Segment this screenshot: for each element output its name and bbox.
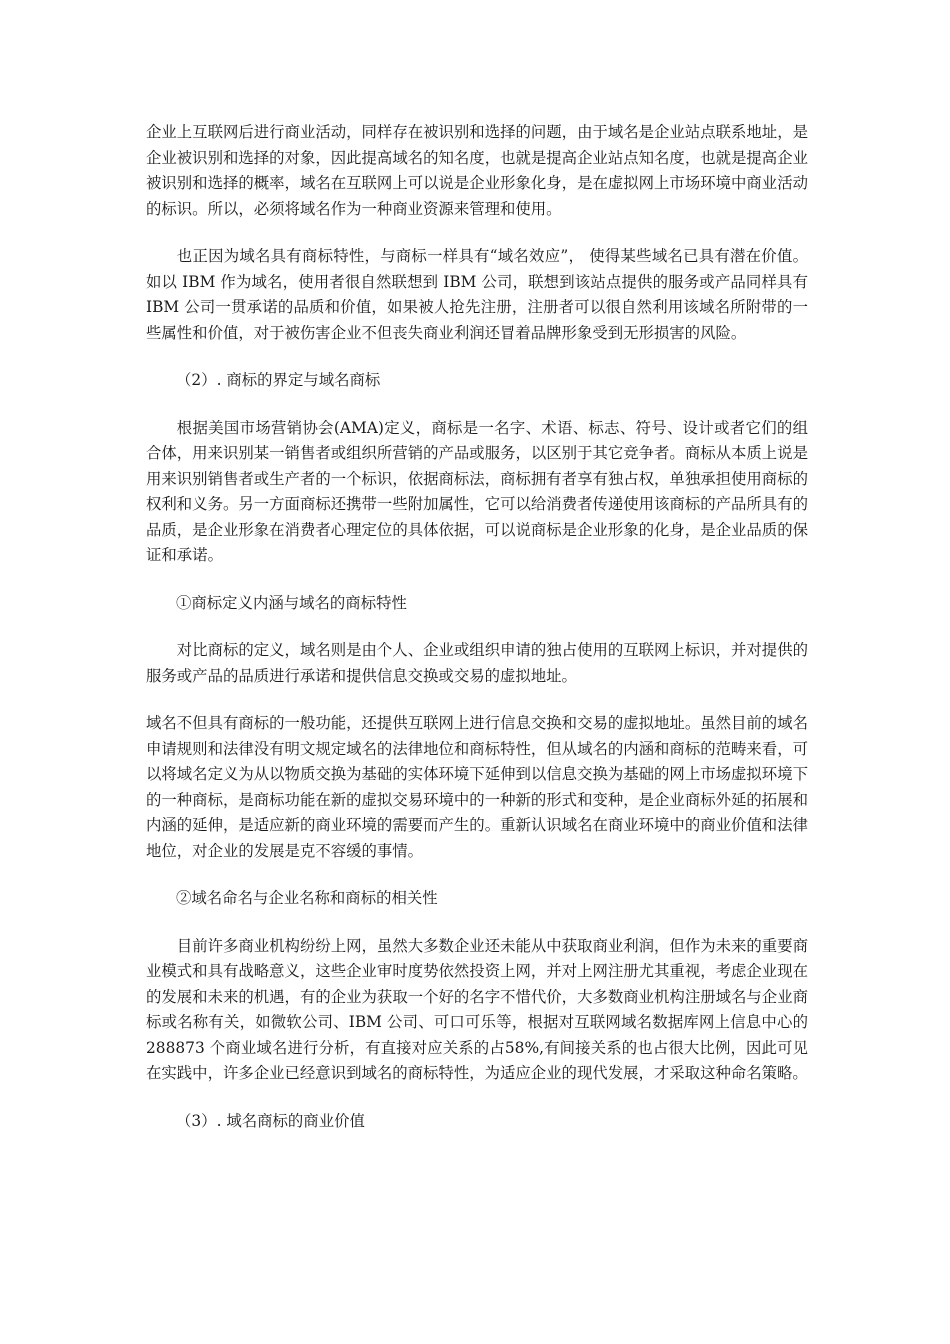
paragraph-domain-definition: 对比商标的定义，域名则是由个人、企业或组织申请的独占使用的互联网上标识，并对提供的服务或产品的品质进行承诺和提供信息交换或交易的虚拟地址。 (146, 641, 808, 685)
document-body (146, 120, 808, 1134)
subheading-trademark-connotation: ①商标定义内涵与域名的商标特性 (176, 593, 407, 612)
paragraph-domain-identification: 企业上互联网后进行商业活动，同样存在被识别和选择的问题，由于域名是企业站点联系地址，是企业被识别和选择的对象，因此提高域名的知名度，也就是提高企业站点知名度，也就是提高企业被识别和选择的概率，域名在互联网上可以说是企业形象化身，是在虚拟网上市场环境中商业活动的标识。所以，必须将域名作为一种商业资源来管理和使用。 (146, 123, 808, 218)
paragraph-ama-definition: 根据美国市场营销协会(AMA)定义，商标是一名字、术语、标志、符号、设计或者它们的组合体，用来识别某一销售者或组织所营销的产品或服务，以区别于其它竞争者。商标从本质上说是用来识别销售者或生产者的一个标识，依据商标法，商标拥有者享有独占权，单独承担使用商标的权利和义务。另一方面商标还携带一些附加属性，它可以给消费者传递使用该商标的产品所具有的品质，是企业形象在消费者心理定位的具体依据，可以说商标是企业形象的化身，是企业品质的保证和承诺。 (146, 418, 808, 564)
paragraph-domain-effect: 也正因为域名具有商标特性，与商标一样具有“域名效应”， 使得某些域名已具有潜在价值。如以 IBM 作为域名，使用者很自然联想到 IBM 公司，联想到该站点提供的服务或产品同样具有 IBM 公司一贯承诺的品质和价值，如果被人抢先注册，注册者可以很自然利用该域名所附带的一些属性和价值，对于被伤害企业不但丧失商业利润还冒着品牌形象受到无形损害的风险。 (146, 247, 808, 342)
paragraph-domain-functions: 域名不但具有商标的一般功能，还提供互联网上进行信息交换和交易的虚拟地址。虽然目前的域名申请规则和法律没有明文规定域名的法律地位和商标特性，但从域名的内涵和商标的范畴来看，可以将域名定义为从以物质交换为基础的实体环境下延伸到以信息交换为基础的网上市场虚拟环境下的一种商标，是商标功能在新的虚拟交易环境中的一种新的形式和变种，是企业商标外延的拓展和内涵的延伸，是适应新的商业环境的需要而产生的。重新认识域名在商业环境中的商业价值和法律地位，对企业的发展是克不容缓的事情。 (146, 714, 808, 860)
section-heading-trademark-definition: （2）. 商标的界定与域名商标 (176, 371, 381, 389)
subheading-naming-correlation: ②域名命名与企业名称和商标的相关性 (176, 889, 438, 907)
paragraph-naming-analysis: 目前许多商业机构纷纷上网，虽然大多数企业还未能从中获取商业利润，但作为未来的重要商业模式和具有战略意义，这些企业审时度势依然投资上网，并对上网注册尤其重视，考虑企业现在的发展和未来的机遇，有的企业为获取一个好的名字不惜代价，大多数商业机构注册域名与企业商标或名称有关，如微软公司、IBM 公司、可口可乐等，根据对互联网域名数据库网上信息中心的 288873 个商业域名进行分析，有直接对应关系的占58%,有间接关系的也占很大比例，因此可见在实践中，许多企业已经意识到域名的商标特性，为适应企业的现代发展，才采取这种命名策略。 (146, 936, 808, 1082)
section-heading-commercial-value: （3）. 域名商标的商业价值 (176, 1111, 365, 1130)
